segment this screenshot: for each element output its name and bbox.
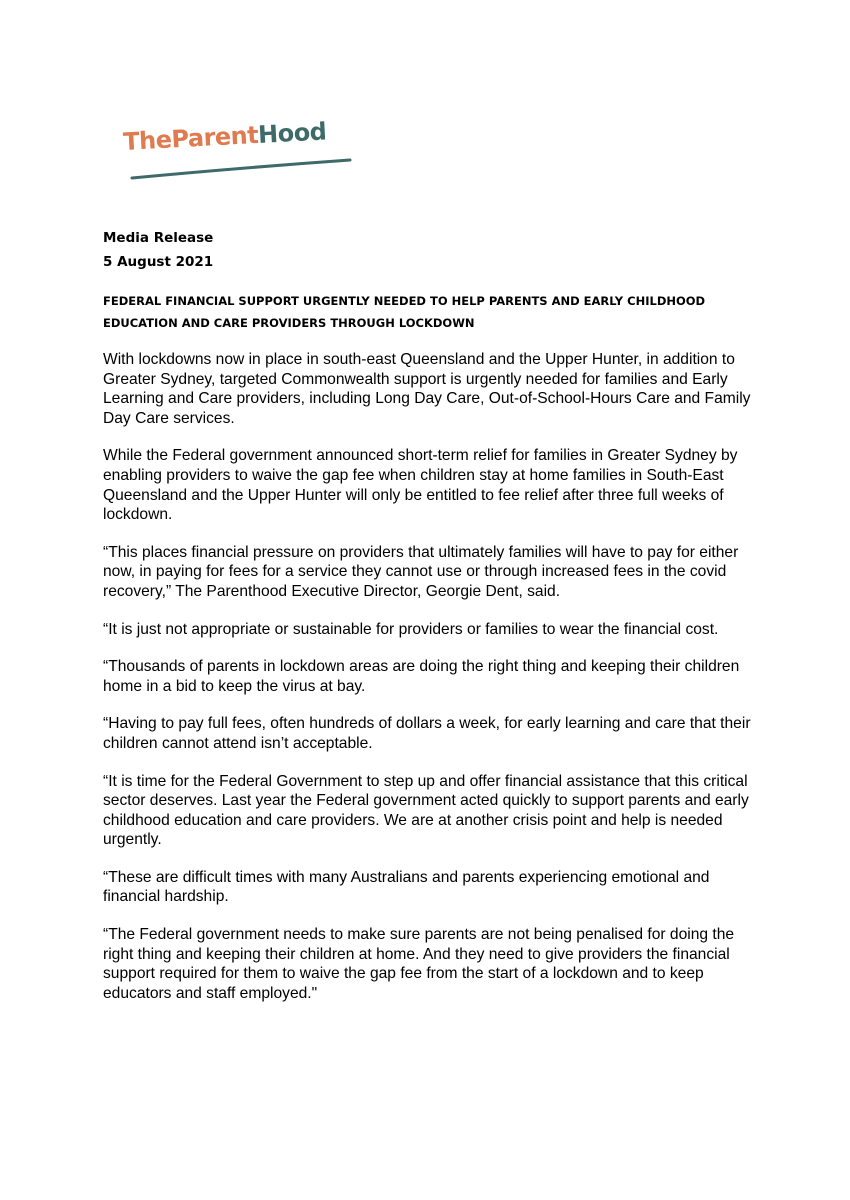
release-meta bbox=[103, 226, 213, 274]
headline bbox=[103, 290, 743, 334]
release-date: 5 August 2021 bbox=[103, 254, 214, 270]
headline-line-1: FEDERAL FINANCIAL SUPPORT URGENTLY NEEDED TO HELP PARENTS AND EARLY CHILDHOOD bbox=[103, 294, 706, 308]
paragraph: “It is time for the Federal Government to step up and offer financial assistance that this critical sector deserves. Last year the Federal government acted quickly to support parents and early childhood education and care providers. We are at another crisis point and help is needed urgently. bbox=[103, 772, 749, 849]
headline-line-2: EDUCATION AND CARE PROVIDERS THROUGH LOCKDOWN bbox=[103, 316, 475, 330]
paragraph: “The Federal government needs to make sure parents are not being penalised for doing the right thing and keeping their children at home. And they need to give providers the financial support required for them to waive the gap fee from the start of a lockdown and to keep educators and staff employed." bbox=[103, 926, 735, 1002]
paragraph: “Thousands of parents in lockdown areas are doing the right thing and keeping their children home in a bid to keep the virus at bay. bbox=[103, 658, 740, 695]
article-body bbox=[103, 350, 751, 1021]
logo-the: The bbox=[122, 125, 173, 156]
paragraph: “It is just not appropriate or sustainable for providers or families to wear the financial cost. bbox=[103, 620, 719, 638]
paragraph: “This places financial pressure on providers that ultimately families will have to pay for either now, in paying for fees for a service they cannot use or through increased fees in the covid recovery,” The Parenthood Executive Director, Georgie Dent, said. bbox=[103, 543, 739, 600]
logo-swoosh-icon bbox=[128, 158, 354, 182]
logo-wordmark bbox=[123, 117, 327, 156]
parenthood-logo bbox=[122, 117, 354, 188]
logo-parent: Parent bbox=[170, 120, 259, 154]
media-release-label: Media Release bbox=[103, 230, 214, 246]
paragraph: While the Federal government announced short-term relief for families in Greater Sydney by enabling providers to waive the gap fee when children stay at home families in South-East Queensland and the Upper Hunter will only be entitled to fee relief after three full weeks of lockdown. bbox=[103, 447, 738, 524]
paragraph: With lockdowns now in place in south-east Queensland and the Upper Hunter, in addition to Greater Sydney, targeted Commonwealth support is urgently needed for families and Early Learning and Care providers, including Long Day Care, Out-of-School-Hours Care and Family Day Care services. bbox=[103, 351, 751, 427]
logo-hood: Hood bbox=[257, 117, 328, 149]
paragraph: “Having to pay full fees, often hundreds of dollars a week, for early learning and care that their children cannot attend isn’t acceptable. bbox=[103, 715, 751, 752]
paragraph: “These are difficult times with many Australians and parents experiencing emotional and financial hardship. bbox=[103, 868, 710, 906]
